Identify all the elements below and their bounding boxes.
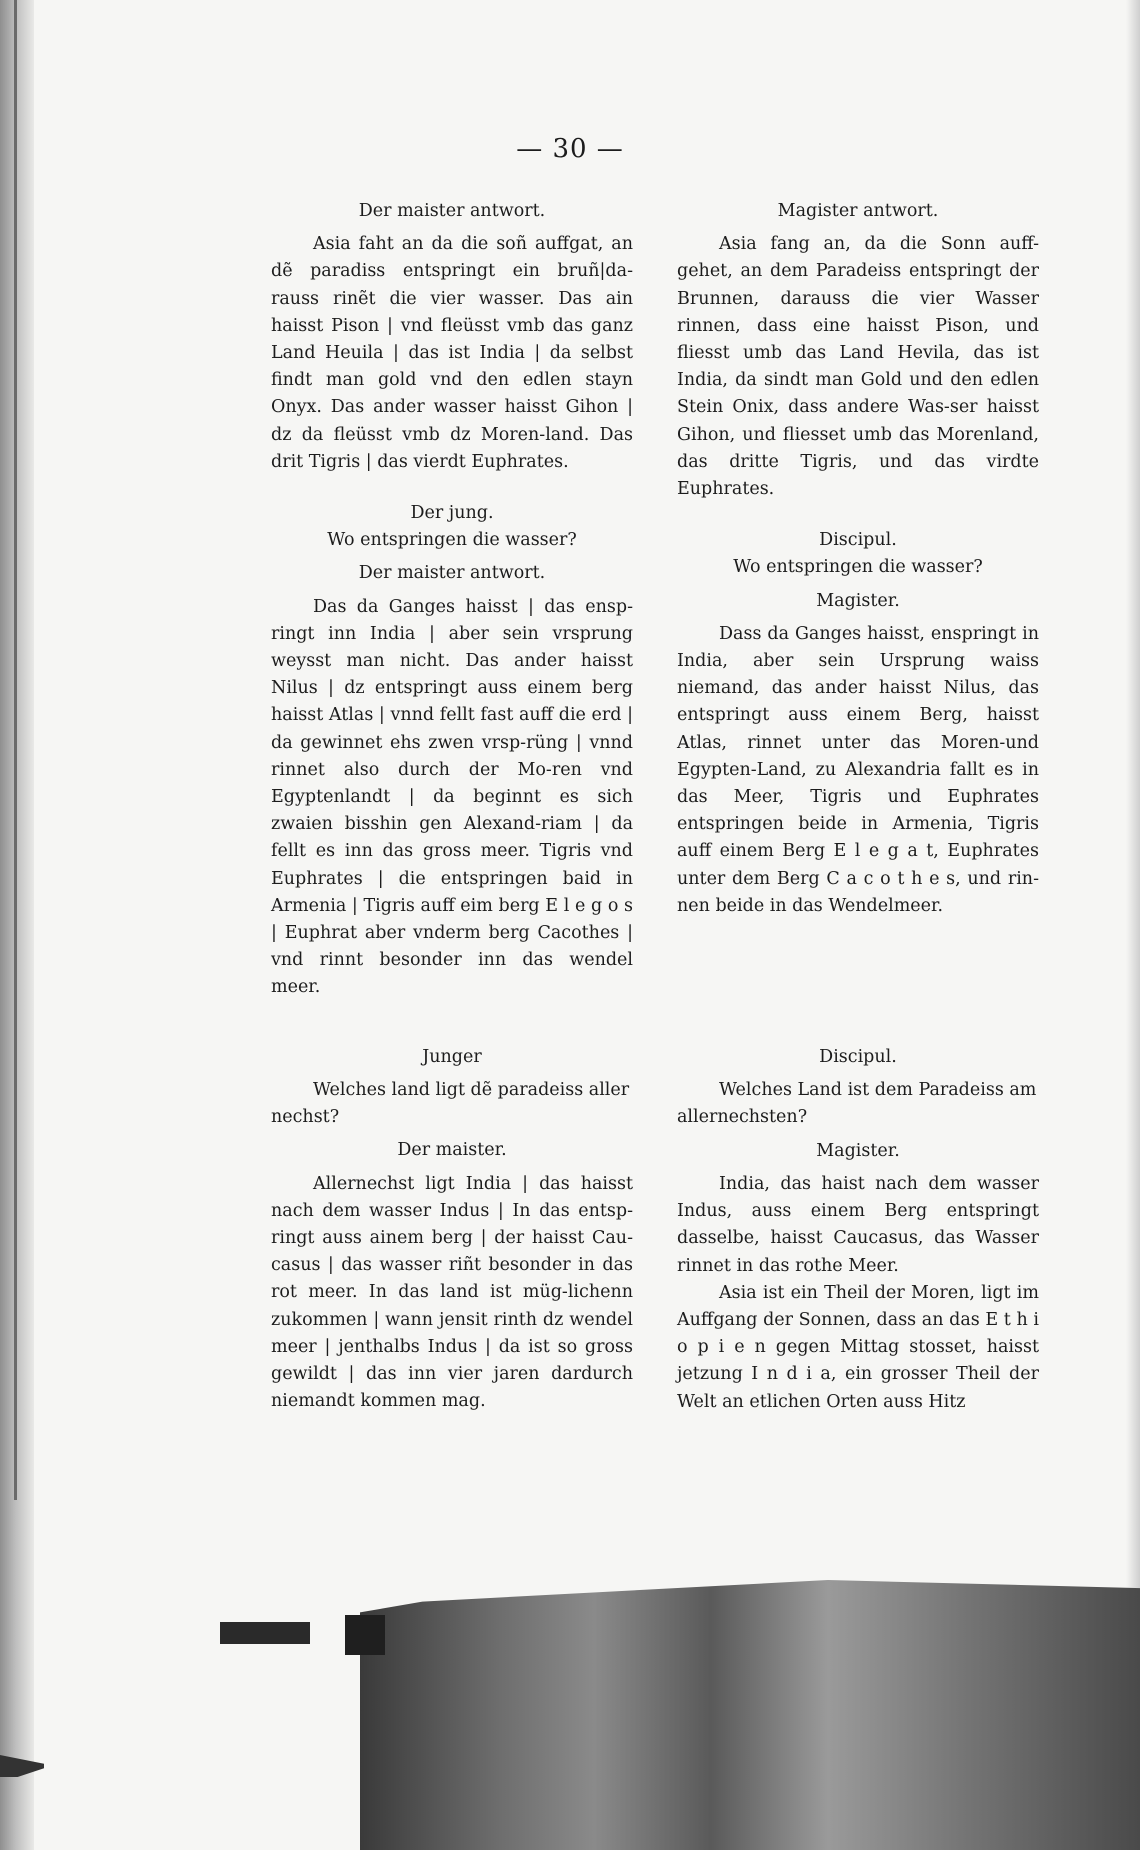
right-column (677, 198, 1039, 1416)
right-heading-3: Magister. (816, 590, 900, 611)
right-heading-4: Discipul. (819, 1047, 897, 1068)
right-question-2: Welches Land ist dem Paradeiss am allernechsten? (677, 1080, 1037, 1128)
page-edge (1126, 0, 1140, 1850)
left-heading-3: Der maister antwort. (358, 563, 546, 584)
binding-line (14, 0, 17, 1500)
right-answer-4: Asia ist ein Theil der Moren, ligt im Auffgang der Sonnen, dass an das E t h i o p i e n gegen Mittag stosset, haisst jetzung I n d i a, ein grosser Theil der Welt an etlichen Orten auss Hitz (677, 1282, 1039, 1412)
left-heading-4: Junger (422, 1046, 482, 1067)
right-heading-5: Magister. (816, 1140, 900, 1161)
right-question-1: Wo entspringen die wasser? (733, 557, 983, 578)
page-number: — 30 — (516, 134, 624, 164)
scan-artifact-mark (220, 1622, 310, 1644)
left-heading-1: Der maister antwort. (358, 201, 546, 221)
left-heading-2: Der jung. (410, 503, 494, 524)
scan-artifact-photo (360, 1580, 1140, 1850)
left-answer-3: Allernechst ligt India | das haisst nach dem wasser Indus | In das entsp-ringt auss ainem berg | der haisst Cau-casus | das wasser riñt besonder in das rot meer. In das land ist müg-lichenn zukommen | wann jensit rinth dz wendel meer | jenthalbs Indus | da ist so gross gewildt | das inn vier jaren dardurch niemandt kommen mag. (271, 1173, 633, 1412)
left-heading-5: Der maister. (397, 1140, 507, 1161)
right-answer-2: Dass da Ganges haisst, enspringt in India, aber sein Ursprung waiss niemand, das ander haisst Nilus, das entspringt auss einem Berg, haisst Atlas, rinnet unter das Moren-und Egypten-Land, zu Alexandria fallt es in das Meer, Tigris und Euphrates entspringen beide in Armenia, Tigris auff einem Berg E l e g a t, Euphrates unter dem Berg C a c o t h e s, und rin-nen beide in das Wendelmeer. (677, 623, 1039, 916)
scan-artifact-mark-2 (345, 1615, 385, 1655)
right-answer-1: Asia fang an, da die Sonn auff-gehet, an dem Paradeiss entspringt der Brunnen, darauss die vier Wasser rinnen, dass eine haisst Pison, und fliesst umb das Land Hevila, das ist India, da sindt man Gold und den edlen Stein Onix, dass andere Was-ser haisst Gihon, und fliesset umb das Morenland, das dritte Tigris, und das virdte Euphrates. (677, 234, 1039, 500)
left-question-1: Wo entspringen die wasser? (327, 530, 577, 551)
binding-shadow (0, 0, 34, 1850)
left-answer-2: Das da Ganges haisst | das ensp-ringt inn India | aber sein vrsprung weysst man nicht. Das ander haisst Nilus | dz entspringt auss einem berg haisst Atlas | vnnd fellt fast auff die erd | da gewinnet ehs zwen vrsp-rüng | vnnd rinnet also durch der Mo-ren vnd Egyptenlandt | da beginnt es sich zwaien bisshin gen Alexand-riam | da fellt es inn das gross meer. Tigris vnd Euphrates | die entspringen baid in Armenia | Tigris auff eim berg E l e g o s | Euphrat aber vnderm berg Cacothes | vnd rinnt besonder inn das wendel meer. (271, 596, 633, 998)
right-heading-2: Discipul. (819, 530, 897, 551)
right-heading-1: Magister antwort. (777, 201, 939, 221)
right-answer-3: India, das haist nach dem wasser Indus, auss einem Berg entspringt dasselbe, haisst Caucasus, das Wasser rinnet in das rothe Meer. (677, 1173, 1039, 1276)
left-question-2: Welches land ligt dẽ paradeiss aller nechst? (271, 1079, 630, 1128)
left-column (271, 198, 633, 1415)
left-answer-1: Asia faht an da die soñ auffgat, an dẽ paradiss entspringt ein bruñ|da-rauss rinẽt die vier wasser. Das ain haisst Pison | vnd fleüsst vmb das ganz Land Heuila | das ist India | da selbst findt man gold vnd den edlen stayn Onyx. Das ander wasser haisst Gihon | dz da fleüsst vmb dz Moren-land. Das drit Tigris | das vierdt Euphrates. (271, 234, 633, 472)
